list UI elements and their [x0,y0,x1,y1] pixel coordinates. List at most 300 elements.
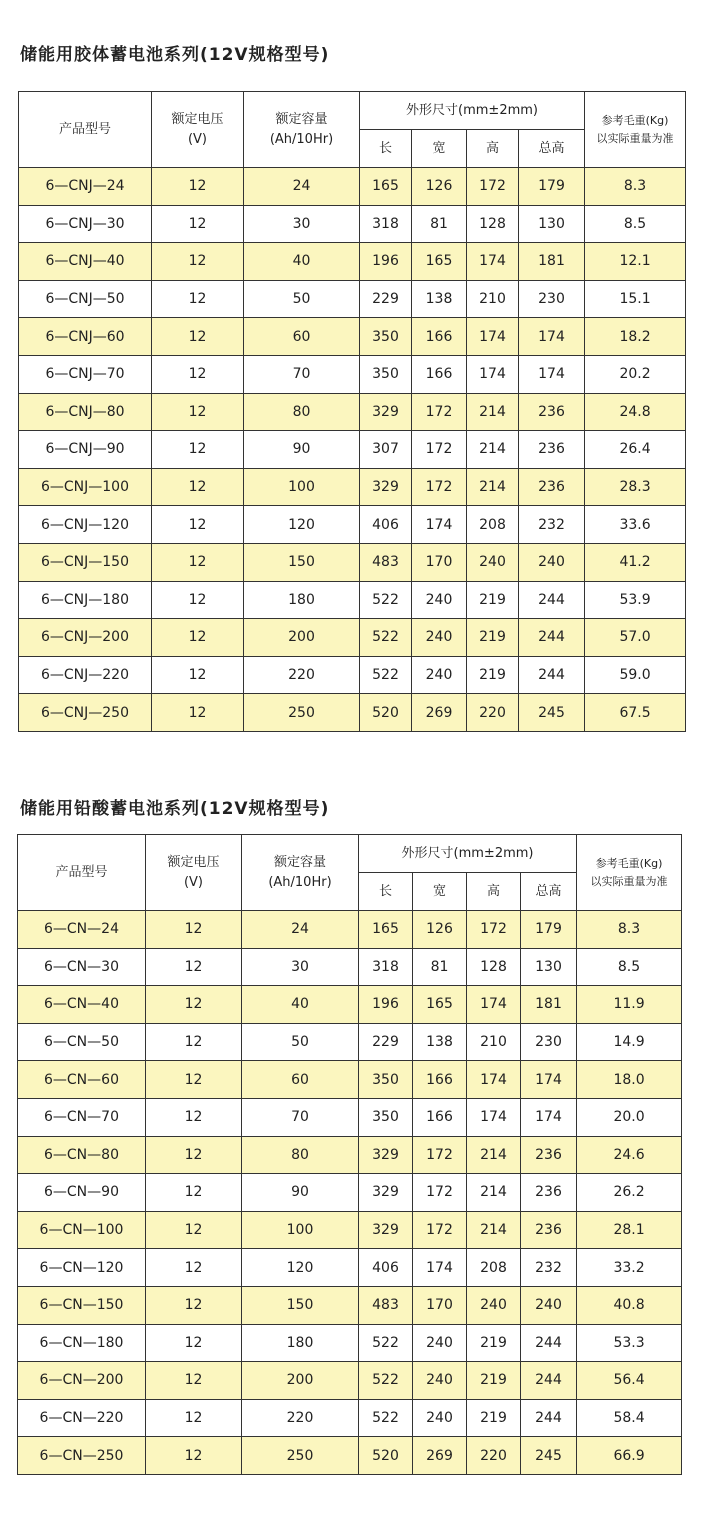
cell-model: 6—CN—40 [18,986,146,1024]
cell-voltage: 12 [146,986,242,1024]
cell-height: 214 [467,1211,521,1249]
cell-weight: 67.5 [585,694,686,732]
table-row [18,1249,682,1287]
cell-length: 329 [360,468,412,506]
table-row [19,656,686,694]
cell-model: 6—CNJ—80 [19,393,152,431]
cell-model: 6—CNJ—60 [19,318,152,356]
cell-voltage: 12 [152,468,244,506]
cell-total-height: 230 [519,280,585,318]
cell-capacity: 200 [244,619,360,657]
table-row [19,318,686,356]
cell-capacity: 120 [242,1249,359,1287]
cell-voltage: 12 [146,1211,242,1249]
cell-width: 170 [413,1286,467,1324]
cell-voltage: 12 [152,393,244,431]
cell-total-height: 232 [519,506,585,544]
cell-capacity: 150 [244,543,360,581]
cell-height: 219 [467,1399,521,1437]
header-capacity [242,835,359,911]
cell-model: 6—CN—200 [18,1362,146,1400]
cell-weight: 8.5 [577,948,682,986]
cell-height: 208 [467,1249,521,1287]
header-total-height: 总高 [521,873,577,911]
cell-length: 350 [360,355,412,393]
cell-voltage: 12 [146,948,242,986]
cell-voltage: 12 [152,205,244,243]
cell-height: 210 [467,1023,521,1061]
cell-model: 6—CN—30 [18,948,146,986]
cell-weight: 41.2 [585,543,686,581]
cell-voltage: 12 [146,1174,242,1212]
cell-total-height: 236 [521,1211,577,1249]
cell-height: 174 [467,1061,521,1099]
cell-capacity: 30 [242,948,359,986]
cell-weight: 26.2 [577,1174,682,1212]
cell-voltage: 12 [152,656,244,694]
cell-weight: 18.0 [577,1061,682,1099]
cell-weight: 33.2 [577,1249,682,1287]
table-row [19,168,686,206]
cell-weight: 24.6 [577,1136,682,1174]
cell-width: 240 [412,619,467,657]
cell-height: 174 [467,355,519,393]
cell-length: 165 [360,168,412,206]
cell-total-height: 244 [519,656,585,694]
cell-length: 329 [359,1136,413,1174]
cell-total-height: 240 [521,1286,577,1324]
header-dimensions: 外形尺寸(mm±2mm) [360,92,585,130]
cell-length: 318 [359,948,413,986]
lead-spec-table [17,834,682,1475]
header-width: 宽 [412,130,467,168]
cell-height: 214 [467,468,519,506]
cell-model: 6—CNJ—200 [19,619,152,657]
cell-length: 165 [359,911,413,949]
table-row [19,355,686,393]
cell-height: 128 [467,948,521,986]
cell-model: 6—CNJ—30 [19,205,152,243]
cell-voltage: 12 [152,694,244,732]
cell-weight: 26.4 [585,431,686,469]
cell-weight: 53.3 [577,1324,682,1362]
cell-total-height: 236 [519,431,585,469]
cell-total-height: 240 [519,543,585,581]
cell-total-height: 236 [521,1174,577,1212]
cell-width: 138 [412,280,467,318]
cell-width: 172 [412,393,467,431]
cell-total-height: 236 [519,393,585,431]
cell-model: 6—CNJ—70 [19,355,152,393]
cell-height: 219 [467,1324,521,1362]
header-voltage-unit: (V) [183,874,204,890]
cell-height: 214 [467,431,519,469]
header-width: 宽 [413,873,467,911]
cell-total-height: 181 [521,986,577,1024]
cell-weight: 40.8 [577,1286,682,1324]
table-row [18,1136,682,1174]
table-row [18,1362,682,1400]
header-dimensions: 外形尺寸(mm±2mm) [359,835,577,873]
cell-model: 6—CNJ—24 [19,168,152,206]
cell-width: 126 [413,911,467,949]
cell-model: 6—CN—220 [18,1399,146,1437]
cell-total-height: 232 [521,1249,577,1287]
header-capacity-label: 额定容量 [275,111,328,127]
cell-length: 522 [359,1399,413,1437]
cell-capacity: 70 [244,355,360,393]
header-voltage-unit: (V) [187,131,208,147]
table-row [18,986,682,1024]
cell-width: 240 [412,656,467,694]
cell-capacity: 250 [244,694,360,732]
cell-weight: 59.0 [585,656,686,694]
cell-total-height: 244 [521,1362,577,1400]
cell-voltage: 12 [146,1324,242,1362]
cell-capacity: 24 [244,168,360,206]
cell-height: 240 [467,543,519,581]
cell-width: 138 [413,1023,467,1061]
cell-model: 6—CNJ—250 [19,694,152,732]
cell-weight: 11.9 [577,986,682,1024]
cell-model: 6—CN—180 [18,1324,146,1362]
cell-voltage: 12 [152,168,244,206]
cell-length: 406 [360,506,412,544]
cell-capacity: 60 [242,1061,359,1099]
cell-voltage: 12 [146,1362,242,1400]
table-row [19,280,686,318]
cell-weight: 8.5 [585,205,686,243]
header-capacity [244,92,360,168]
cell-length: 229 [360,280,412,318]
cell-width: 166 [412,355,467,393]
cell-length: 196 [359,986,413,1024]
cell-capacity: 100 [244,468,360,506]
cell-total-height: 245 [521,1437,577,1475]
cell-weight: 56.4 [577,1362,682,1400]
cell-width: 166 [413,1061,467,1099]
header-length: 长 [359,873,413,911]
header-voltage-label: 额定电压 [171,111,224,127]
cell-voltage: 12 [146,1286,242,1324]
cell-voltage: 12 [146,1061,242,1099]
header-weight [585,92,686,168]
header-model: 产品型号 [19,92,152,168]
cell-voltage: 12 [146,1136,242,1174]
cell-capacity: 250 [242,1437,359,1475]
cell-capacity: 80 [242,1136,359,1174]
cell-height: 208 [467,506,519,544]
cell-total-height: 174 [519,355,585,393]
cell-capacity: 120 [244,506,360,544]
cell-weight: 14.9 [577,1023,682,1061]
cell-model: 6—CNJ—100 [19,468,152,506]
header-voltage-label: 额定电压 [167,854,220,870]
cell-total-height: 130 [521,948,577,986]
cell-width: 240 [412,581,467,619]
table-row [19,431,686,469]
cell-capacity: 24 [242,911,359,949]
table-row [18,1437,682,1475]
table-row [18,1023,682,1061]
cell-weight: 53.9 [585,581,686,619]
cell-height: 219 [467,1362,521,1400]
cell-length: 520 [359,1437,413,1475]
header-total-height: 总高 [519,130,585,168]
cell-total-height: 236 [521,1136,577,1174]
cell-capacity: 90 [242,1174,359,1212]
cell-capacity: 50 [242,1023,359,1061]
cell-voltage: 12 [152,543,244,581]
cell-total-height: 179 [521,911,577,949]
header-capacity-unit: (Ah/10Hr) [269,131,334,147]
gel-section-title: 储能用胶体蓄电池系列(12V规格型号) [20,45,330,65]
cell-voltage: 12 [146,1098,242,1136]
cell-voltage: 12 [146,1437,242,1475]
cell-voltage: 12 [152,431,244,469]
cell-capacity: 200 [242,1362,359,1400]
cell-length: 229 [359,1023,413,1061]
table-row [19,694,686,732]
cell-model: 6—CN—50 [18,1023,146,1061]
cell-length: 196 [360,243,412,281]
cell-length: 522 [360,619,412,657]
cell-voltage: 12 [152,355,244,393]
cell-model: 6—CN—150 [18,1286,146,1324]
table-row [18,1098,682,1136]
lead-table-body [18,911,682,1475]
cell-voltage: 12 [146,1399,242,1437]
cell-model: 6—CN—250 [18,1437,146,1475]
cell-weight: 28.3 [585,468,686,506]
cell-total-height: 244 [521,1399,577,1437]
cell-model: 6—CN—100 [18,1211,146,1249]
cell-capacity: 90 [244,431,360,469]
cell-weight: 24.8 [585,393,686,431]
cell-total-height: 230 [521,1023,577,1061]
header-weight-note: 以实际重量为准 [590,874,668,888]
cell-weight: 28.1 [577,1211,682,1249]
cell-height: 210 [467,280,519,318]
cell-width: 172 [413,1136,467,1174]
header-height: 高 [467,873,521,911]
cell-width: 240 [413,1399,467,1437]
cell-weight: 57.0 [585,619,686,657]
header-weight [577,835,682,911]
cell-total-height: 245 [519,694,585,732]
cell-total-height: 174 [521,1098,577,1136]
cell-width: 172 [413,1211,467,1249]
cell-capacity: 180 [244,581,360,619]
cell-weight: 18.2 [585,318,686,356]
cell-height: 174 [467,986,521,1024]
table-row [19,581,686,619]
table-row [19,619,686,657]
cell-total-height: 174 [521,1061,577,1099]
cell-height: 220 [467,694,519,732]
cell-width: 240 [413,1324,467,1362]
cell-voltage: 12 [152,619,244,657]
cell-weight: 12.1 [585,243,686,281]
cell-width: 126 [412,168,467,206]
header-voltage [146,835,242,911]
cell-total-height: 130 [519,205,585,243]
cell-width: 170 [412,543,467,581]
cell-model: 6—CN—80 [18,1136,146,1174]
table-row [18,1061,682,1099]
cell-length: 522 [359,1362,413,1400]
cell-weight: 20.0 [577,1098,682,1136]
cell-length: 350 [360,318,412,356]
cell-length: 329 [359,1174,413,1212]
table-row [18,1324,682,1362]
cell-weight: 66.9 [577,1437,682,1475]
header-weight-label: 参考毛重(Kg) [601,113,669,127]
cell-weight: 8.3 [577,911,682,949]
cell-height: 240 [467,1286,521,1324]
cell-width: 269 [413,1437,467,1475]
cell-length: 406 [359,1249,413,1287]
cell-height: 174 [467,318,519,356]
cell-height: 172 [467,168,519,206]
cell-voltage: 12 [152,506,244,544]
cell-width: 166 [412,318,467,356]
cell-capacity: 30 [244,205,360,243]
cell-length: 329 [359,1211,413,1249]
table-row [18,1399,682,1437]
cell-model: 6—CNJ—40 [19,243,152,281]
cell-width: 172 [413,1174,467,1212]
cell-model: 6—CNJ—50 [19,280,152,318]
lead-section-title: 储能用铅酸蓄电池系列(12V规格型号) [20,799,330,819]
table-row [19,506,686,544]
cell-weight: 15.1 [585,280,686,318]
cell-total-height: 174 [519,318,585,356]
cell-height: 214 [467,1136,521,1174]
cell-capacity: 100 [242,1211,359,1249]
cell-height: 219 [467,581,519,619]
cell-capacity: 50 [244,280,360,318]
cell-capacity: 80 [244,393,360,431]
cell-voltage: 12 [146,1023,242,1061]
cell-total-height: 179 [519,168,585,206]
cell-width: 81 [412,205,467,243]
cell-length: 318 [360,205,412,243]
cell-length: 350 [359,1061,413,1099]
cell-capacity: 180 [242,1324,359,1362]
cell-width: 174 [412,506,467,544]
cell-weight: 58.4 [577,1399,682,1437]
cell-length: 522 [360,581,412,619]
cell-length: 350 [359,1098,413,1136]
table-row [18,1286,682,1324]
cell-capacity: 40 [242,986,359,1024]
cell-total-height: 244 [519,581,585,619]
cell-weight: 33.6 [585,506,686,544]
table-row [19,205,686,243]
cell-width: 166 [413,1098,467,1136]
cell-capacity: 150 [242,1286,359,1324]
header-voltage [152,92,244,168]
cell-voltage: 12 [146,1249,242,1287]
cell-length: 307 [360,431,412,469]
header-weight-note: 以实际重量为准 [596,131,674,145]
cell-model: 6—CNJ—150 [19,543,152,581]
table-row [19,468,686,506]
cell-voltage: 12 [152,243,244,281]
cell-total-height: 181 [519,243,585,281]
cell-width: 172 [412,431,467,469]
table-row [18,948,682,986]
table-row [19,393,686,431]
cell-capacity: 220 [244,656,360,694]
cell-length: 522 [359,1324,413,1362]
cell-length: 522 [360,656,412,694]
cell-width: 269 [412,694,467,732]
table-row [18,911,682,949]
cell-voltage: 12 [152,280,244,318]
cell-width: 165 [413,986,467,1024]
cell-capacity: 70 [242,1098,359,1136]
cell-voltage: 12 [152,318,244,356]
header-height: 高 [467,130,519,168]
cell-height: 220 [467,1437,521,1475]
cell-width: 240 [413,1362,467,1400]
header-length: 长 [360,130,412,168]
cell-capacity: 40 [244,243,360,281]
cell-height: 214 [467,1174,521,1212]
cell-width: 81 [413,948,467,986]
cell-length: 329 [360,393,412,431]
cell-height: 219 [467,619,519,657]
cell-model: 6—CN—90 [18,1174,146,1212]
header-capacity-label: 额定容量 [273,854,326,870]
cell-height: 128 [467,205,519,243]
table-row [19,243,686,281]
cell-width: 172 [412,468,467,506]
cell-capacity: 220 [242,1399,359,1437]
table-row [18,1174,682,1212]
gel-table-body [19,168,686,732]
cell-model: 6—CN—120 [18,1249,146,1287]
cell-model: 6—CNJ—90 [19,431,152,469]
cell-height: 214 [467,393,519,431]
cell-width: 174 [413,1249,467,1287]
cell-height: 219 [467,656,519,694]
cell-height: 174 [467,1098,521,1136]
cell-model: 6—CNJ—120 [19,506,152,544]
cell-voltage: 12 [146,911,242,949]
cell-total-height: 244 [521,1324,577,1362]
cell-height: 172 [467,911,521,949]
cell-model: 6—CNJ—220 [19,656,152,694]
table-row [19,543,686,581]
cell-width: 165 [412,243,467,281]
cell-weight: 20.2 [585,355,686,393]
table-row [18,1211,682,1249]
cell-model: 6—CN—70 [18,1098,146,1136]
cell-model: 6—CN—24 [18,911,146,949]
cell-total-height: 244 [519,619,585,657]
header-capacity-unit: (Ah/10Hr) [268,874,332,890]
cell-total-height: 236 [519,468,585,506]
cell-capacity: 60 [244,318,360,356]
header-weight-label: 参考毛重(Kg) [595,856,663,870]
cell-length: 483 [359,1286,413,1324]
cell-height: 174 [467,243,519,281]
gel-spec-table [18,91,686,732]
cell-length: 520 [360,694,412,732]
